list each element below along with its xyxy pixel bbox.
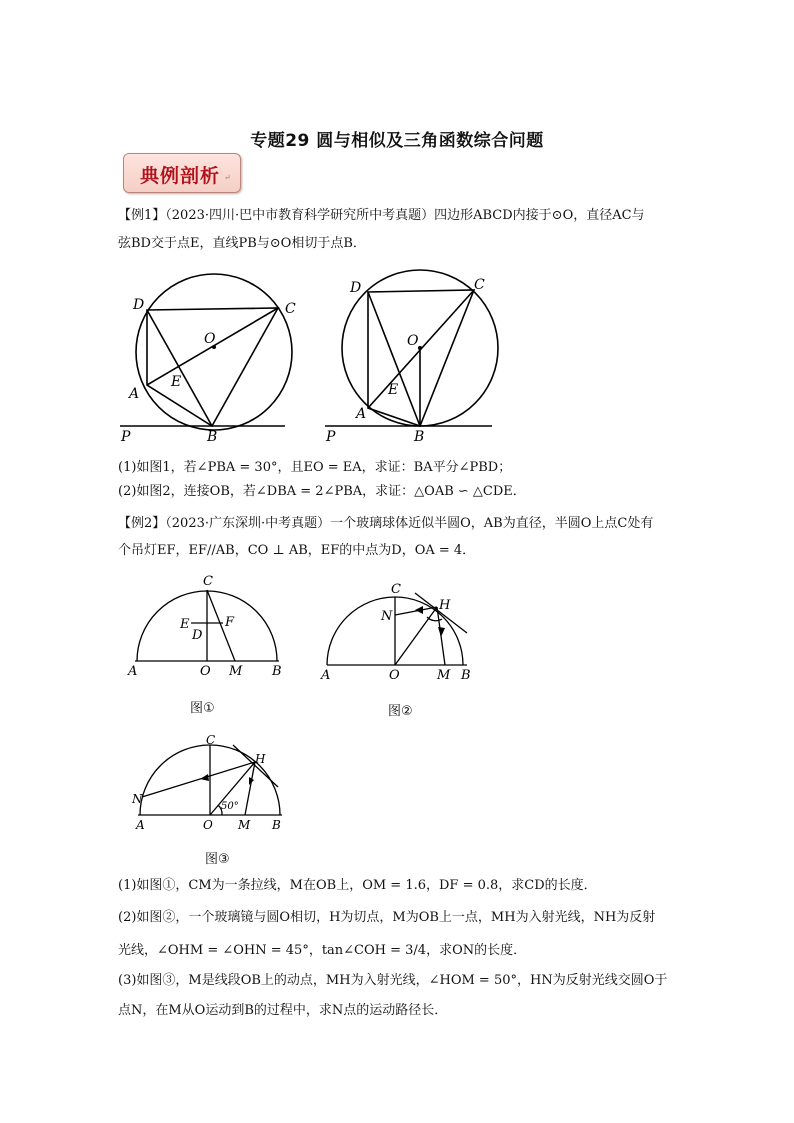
- fig3-label-o: O: [200, 664, 211, 679]
- figure-circle-1: [125, 570, 295, 680]
- fig1-label-d: D: [133, 297, 145, 313]
- caption-fig3: 图③: [205, 852, 230, 867]
- section-badge: [123, 153, 241, 193]
- caption-fig2: 图②: [388, 704, 413, 719]
- fig2-label-b: B: [414, 429, 425, 445]
- fig4-label-h: H: [439, 598, 451, 613]
- badge-text: 典例剖析: [140, 165, 221, 187]
- fig3-label-b: B: [272, 664, 282, 679]
- fig5-angle-label: 50°: [221, 801, 239, 812]
- arrow-left: [200, 774, 209, 781]
- fig2-label-c: C: [474, 277, 485, 293]
- fig4-label-c: C: [391, 582, 401, 597]
- fig5-label-c: C: [206, 735, 216, 747]
- fig2-label-a: A: [356, 406, 367, 422]
- fig4-label-b: B: [461, 668, 471, 683]
- ex1-line2: 弦BD交于点E，直线PB与⊙O相切于点B．: [118, 236, 366, 251]
- fig3-label-e: E: [180, 617, 190, 632]
- fig4-label-n: N: [381, 609, 393, 624]
- center-point: [418, 346, 422, 350]
- figure-1: [115, 268, 300, 446]
- fig1-label-p: P: [121, 429, 131, 445]
- ex1-line1: 【例1】（2023·四川·巴中市教育科学研究所中考真题）四边形ABCD内接于⊙O，直径AC与: [118, 208, 645, 223]
- fig1-label-c: C: [285, 301, 296, 317]
- figure-circle-2: [315, 575, 480, 685]
- fig4-label-m: M: [437, 668, 451, 683]
- fig5-label-m: M: [238, 818, 251, 832]
- caption-fig1: 图①: [190, 701, 215, 716]
- fig5-label-h: H: [255, 752, 266, 766]
- return-mark: ↵: [224, 173, 231, 182]
- fig4-label-a: A: [321, 668, 331, 683]
- ex2-line1: 【例2】（2023·广东深圳·中考真题）一个玻璃球体近似半圆O，AB为直径，半圆O上点C处有: [118, 516, 654, 531]
- fig3-label-a: A: [128, 664, 138, 679]
- ex2-question-3b: 点N，在M从O运动到B的过程中，求N点的运动路径长．: [118, 1003, 448, 1018]
- figure-2: [320, 268, 500, 446]
- fig2-label-o: O: [407, 333, 419, 349]
- fig5-label-b: B: [272, 818, 281, 832]
- ex2-question-2a: (2)如图②，一个玻璃镜与圆O相切，H为切点，M为OB上一点，MH为入射光线，NH为反射: [118, 910, 656, 925]
- ex1-question-1: (1)如图1，若∠PBA = 30°，且EO = EA，求证：BA平分∠PBD；: [118, 460, 512, 475]
- fig5-label-a: A: [136, 818, 145, 832]
- fig1-label-o: O: [204, 331, 216, 347]
- fig3-label-m: M: [229, 664, 243, 679]
- fig4-label-o: O: [389, 668, 400, 683]
- page-title: 专题29 圆与相似及三角函数综合问题: [250, 131, 544, 151]
- fig2-label-e: E: [388, 382, 399, 398]
- fig1-label-e: E: [171, 374, 182, 390]
- figure-circle-3: [128, 735, 293, 835]
- fig3-label-d: D: [192, 628, 203, 643]
- arrow-up: [438, 627, 445, 637]
- ex2-question-1: (1)如图①，CM为一条拉线，M在OB上，OM = 1.6，DF = 0.8，求CD的长度．: [118, 878, 597, 893]
- fig5-label-n: N: [132, 792, 143, 806]
- fig1-label-a: A: [129, 386, 140, 402]
- fig2-label-p: P: [326, 429, 336, 445]
- ex2-line2: 个吊灯EF，EF//AB，CO ⊥ AB，EF的中点为D，OA = 4．: [118, 543, 476, 558]
- fig5-label-o: O: [203, 818, 213, 832]
- fig2-label-d: D: [350, 280, 362, 296]
- ex2-question-2b: 光线，∠OHM = ∠OHN = 45°，tan∠COH = 3/4，求ON的长度．: [118, 943, 527, 958]
- fig3-label-f: F: [225, 615, 235, 630]
- ex1-question-2: (2)如图2，连接OB，若∠DBA = 2∠PBA，求证：△OAB ∽ △CDE．: [118, 484, 526, 499]
- arrow-left: [415, 606, 423, 614]
- fig1-label-b: B: [207, 429, 218, 445]
- ex2-question-3a: (3)如图③，M是线段OB上的动点，MH为入射光线，∠HOM = 50°，HN为反射光线交圆O于: [118, 973, 668, 988]
- fig3-label-c: C: [203, 574, 213, 589]
